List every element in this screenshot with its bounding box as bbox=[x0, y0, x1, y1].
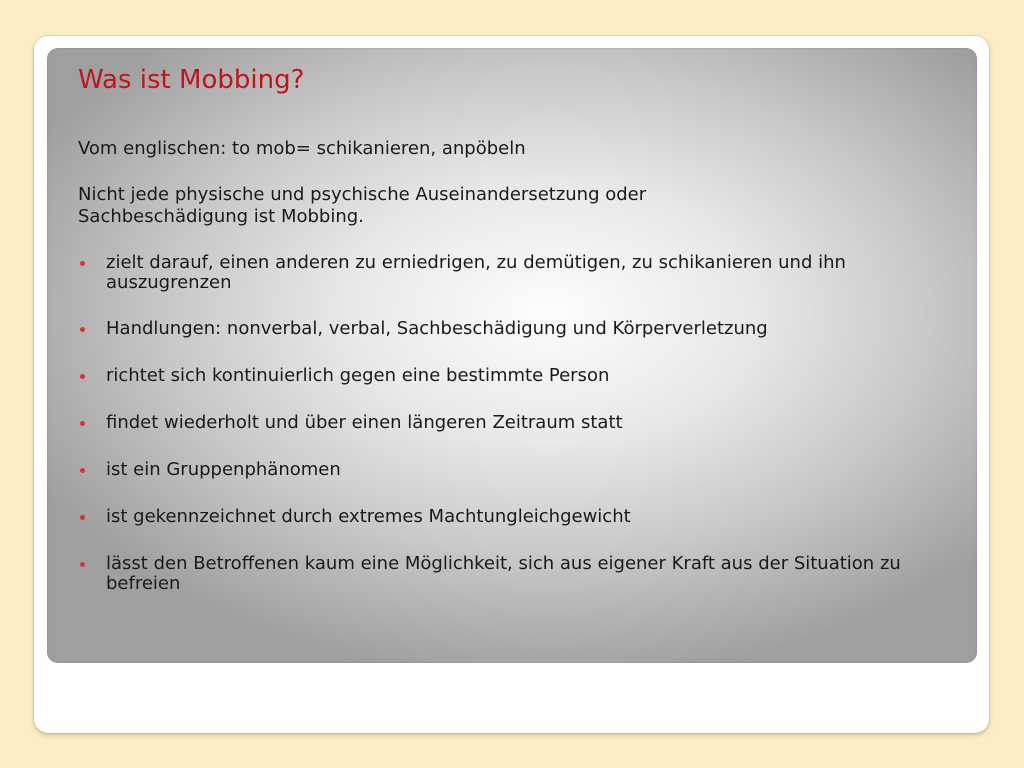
bullet-item bbox=[78, 507, 968, 527]
bullet-list bbox=[78, 253, 968, 621]
bullet-dot-icon bbox=[80, 421, 85, 426]
intro-paragraph: Nicht jede physische und psychische Auseinandersetzung oder Sachbeschädigung ist Mobbing. bbox=[78, 184, 647, 227]
bullet-dot-icon bbox=[80, 327, 85, 332]
bullet-text: ist ein Gruppenphänomen bbox=[106, 459, 341, 480]
intro-paragraph: Vom englischen: to mob= schikanieren, anpöbeln bbox=[78, 138, 526, 159]
bullet-text: zielt darauf, einen anderen zu erniedrigen, zu demütigen, zu schikanieren und ihn auszugrenzen bbox=[106, 252, 846, 293]
bullet-dot-icon bbox=[80, 261, 85, 266]
bullet-item bbox=[78, 554, 968, 594]
bullet-dot-icon bbox=[80, 468, 85, 473]
bullet-dot-icon bbox=[80, 515, 85, 520]
bullet-item bbox=[78, 413, 968, 433]
bullet-item bbox=[78, 366, 968, 386]
bullet-item bbox=[78, 253, 968, 293]
bullet-text: richtet sich kontinuierlich gegen eine bestimmte Person bbox=[106, 365, 610, 386]
bullet-dot-icon bbox=[80, 562, 85, 567]
bullet-text: lässt den Betroffenen kaum eine Möglichkeit, sich aus eigener Kraft aus der Situation zu befreien bbox=[106, 553, 901, 594]
bullet-dot-icon bbox=[80, 374, 85, 379]
bullet-item bbox=[78, 460, 968, 480]
slide-title: Was ist Mobbing? bbox=[78, 65, 305, 95]
bullet-text: ist gekennzeichnet durch extremes Machtungleichgewicht bbox=[106, 506, 631, 527]
bullet-text: findet wiederholt und über einen längeren Zeitraum statt bbox=[106, 412, 623, 433]
bullet-item bbox=[78, 319, 968, 339]
bullet-text: Handlungen: nonverbal, verbal, Sachbeschädigung und Körperverletzung bbox=[106, 318, 768, 339]
